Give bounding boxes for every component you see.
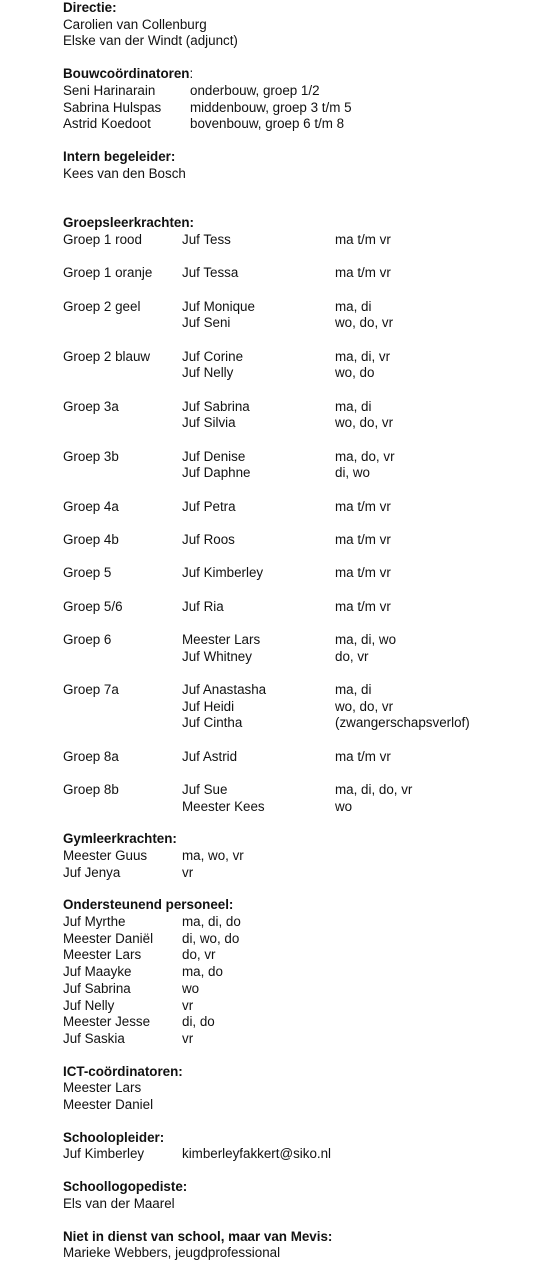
section-directie [63, 0, 533, 50]
support-days: di, do [182, 1014, 215, 1030]
teacher-days: ma t/m vr [335, 598, 391, 614]
teacher-row [182, 315, 393, 332]
teacher-days: ma t/m vr [335, 565, 391, 581]
heading-colon: : [189, 66, 194, 82]
support-name: Juf Sabrina [63, 980, 131, 996]
support-row [63, 1014, 533, 1031]
teacher-name: Juf Nelly [182, 365, 234, 381]
group-row [63, 532, 533, 549]
support-days: ma, do [182, 964, 223, 980]
teacher-row [182, 715, 470, 732]
section-schoolopleider [63, 1130, 533, 1163]
support-days: vr [182, 997, 194, 1013]
teacher-days: ma t/m vr [335, 232, 391, 248]
staff-document [63, 0, 533, 1262]
schoolopleider-name: Juf Kimberley [63, 1146, 145, 1162]
gym-row [63, 865, 533, 882]
logopedie-line: Els van der Maarel [63, 1195, 175, 1211]
support-name: Meester Lars [63, 947, 142, 963]
group-row [63, 782, 533, 815]
group-label: Groep 3b [63, 448, 119, 464]
group-label: Groep 2 geel [63, 298, 141, 314]
group-label: Groep 1 oranje [63, 265, 153, 281]
teacher-name: Juf Tess [182, 232, 231, 248]
bouw-role: onderbouw, groep 1/2 [190, 82, 320, 98]
teacher-name: Juf Heidi [182, 698, 235, 714]
teacher-row [182, 749, 391, 766]
gym-days: vr [182, 864, 194, 880]
teacher-days: ma t/m vr [335, 498, 391, 514]
support-name: Juf Nelly [63, 997, 115, 1013]
teacher-days: wo, do, vr [335, 698, 394, 714]
section-ondersteunend-personeel [63, 897, 533, 1047]
group-row [63, 399, 533, 432]
directie-line: Elske van der Windt (adjunct) [63, 33, 238, 49]
teacher-row [182, 682, 470, 699]
group-teachers [182, 449, 395, 482]
group-row [63, 682, 533, 732]
gym-name: Juf Jenya [63, 864, 121, 880]
teacher-row [182, 415, 393, 432]
teacher-name: Juf Sue [182, 781, 228, 797]
group-row [63, 599, 533, 616]
group-teachers [182, 349, 390, 382]
support-row [63, 998, 533, 1015]
ib-line: Kees van den Bosch [63, 165, 186, 181]
support-name: Juf Myrthe [63, 914, 126, 930]
group-label: Groep 5/6 [63, 598, 123, 614]
teacher-name: Juf Anastasha [182, 681, 267, 697]
support-name: Meester Daniël [63, 930, 154, 946]
ict-line: Meester Daniel [63, 1097, 154, 1113]
section-intern-begeleider [63, 149, 533, 182]
support-days: vr [182, 1030, 194, 1046]
group-teachers [182, 782, 412, 815]
support-days: do, vr [182, 947, 216, 963]
section-heading-directie: Directie: [63, 0, 117, 15]
teacher-name: Juf Daphne [182, 465, 251, 481]
teacher-row [182, 565, 391, 582]
teacher-days: ma, di, vr [335, 348, 391, 364]
gym-days: ma, wo, vr [182, 847, 244, 863]
section-heading-ict: ICT-coördinatoren: [63, 1063, 183, 1079]
teacher-days: ma, di, do, vr [335, 781, 413, 797]
teacher-name: Juf Corine [182, 348, 244, 364]
support-row [63, 931, 533, 948]
section-gymleerkrachten [63, 831, 533, 881]
teacher-name: Meester Lars [182, 631, 261, 647]
bouw-row [63, 116, 533, 133]
section-schoollogopediste [63, 1179, 533, 1212]
group-teachers [182, 749, 391, 766]
teacher-days: wo, do [335, 365, 375, 381]
group-row [63, 449, 533, 482]
support-row [63, 981, 533, 998]
group-label: Groep 5 [63, 565, 112, 581]
group-label: Groep 4a [63, 498, 119, 514]
teacher-days: ma, do, vr [335, 448, 395, 464]
teacher-row [182, 299, 393, 316]
teacher-days: wo, do, vr [335, 315, 394, 331]
group-label: Groep 8a [63, 748, 119, 764]
bouw-name: Sabrina Hulspas [63, 99, 162, 115]
support-row [63, 1031, 533, 1048]
gym-row [63, 848, 533, 865]
group-teachers [182, 399, 393, 432]
group-teachers [182, 532, 391, 549]
section-heading-ondersteunend: Ondersteunend personeel: [63, 897, 234, 913]
section-heading-schoolopleider: Schoolopleider: [63, 1129, 165, 1145]
teacher-name: Juf Petra [182, 498, 236, 514]
teacher-row [182, 632, 396, 649]
teacher-row [182, 532, 391, 549]
section-heading-bouwcoordinatoren [63, 66, 533, 83]
group-teachers [182, 299, 393, 332]
support-name: Juf Saskia [63, 1030, 125, 1046]
bouw-role: middenbouw, groep 3 t/m 5 [190, 99, 352, 115]
teacher-name: Meester Kees [182, 798, 265, 814]
ict-line: Meester Lars [63, 1080, 142, 1096]
teacher-name: Juf Whitney [182, 648, 252, 664]
group-teachers [182, 232, 391, 249]
teacher-days: ma t/m vr [335, 748, 391, 764]
group-teachers [182, 499, 391, 516]
support-days: di, wo, do [182, 930, 240, 946]
group-row [63, 349, 533, 382]
teacher-row [182, 499, 391, 516]
teacher-name: Juf Monique [182, 298, 255, 314]
section-mevis [63, 1229, 533, 1262]
teacher-name: Juf Astrid [182, 748, 238, 764]
directie-line: Carolien van Collenburg [63, 16, 207, 32]
section-groepsleerkrachten [63, 215, 533, 815]
schoolopleider-row [63, 1146, 533, 1163]
section-bouwcoordinatoren [63, 66, 533, 133]
teacher-days: ma, di, wo [335, 631, 397, 647]
group-row [63, 232, 533, 249]
schoolopleider-email: kimberleyfakkert@siko.nl [182, 1146, 332, 1162]
teacher-row [182, 449, 395, 466]
group-teachers [182, 565, 391, 582]
group-label: Groep 1 rood [63, 232, 142, 248]
group-row [63, 565, 533, 582]
teacher-name: Juf Ria [182, 598, 224, 614]
group-label: Groep 7a [63, 681, 119, 697]
group-row [63, 265, 533, 282]
section-heading-intern-begeleider: Intern begeleider: [63, 148, 176, 164]
bouw-name: Seni Harinarain [63, 82, 156, 98]
group-label: Groep 6 [63, 631, 112, 647]
teacher-row [182, 799, 412, 816]
support-row [63, 947, 533, 964]
teacher-days: ma, di [335, 298, 372, 314]
teacher-name: Juf Silvia [182, 415, 236, 431]
teacher-row [182, 232, 391, 249]
teacher-days: wo [335, 798, 353, 814]
support-row [63, 914, 533, 931]
group-list [63, 232, 533, 815]
group-row [63, 749, 533, 766]
teacher-name: Juf Tessa [182, 265, 239, 281]
teacher-name: Juf Roos [182, 531, 235, 547]
support-days: ma, di, do [182, 914, 241, 930]
teacher-days: ma, di [335, 398, 372, 414]
teacher-row [182, 699, 470, 716]
bouw-role: bovenbouw, groep 6 t/m 8 [190, 116, 345, 132]
section-heading-gymleerkrachten: Gymleerkrachten: [63, 831, 177, 847]
teacher-days: di, wo [335, 465, 370, 481]
heading-text: Bouwcoördinatoren [63, 66, 190, 82]
teacher-row [182, 349, 390, 366]
teacher-name: Juf Kimberley [182, 565, 264, 581]
teacher-days: wo, do, vr [335, 415, 394, 431]
group-teachers [182, 265, 391, 282]
teacher-row [182, 265, 391, 282]
group-label: Groep 3a [63, 398, 119, 414]
group-row [63, 632, 533, 665]
group-teachers [182, 599, 391, 616]
group-label: Groep 2 blauw [63, 348, 151, 364]
section-heading-groepsleerkrachten: Groepsleerkrachten: [63, 215, 194, 231]
teacher-days: (zwangerschapsverlof) [335, 715, 470, 731]
bouw-name: Astrid Koedoot [63, 116, 151, 132]
teacher-row [182, 465, 395, 482]
teacher-row [182, 649, 396, 666]
group-row [63, 499, 533, 516]
group-row [63, 299, 533, 332]
group-label: Groep 4b [63, 531, 119, 547]
teacher-name: Juf Denise [182, 448, 246, 464]
teacher-row [182, 365, 390, 382]
section-heading-mevis: Niet in dienst van school, maar van Mevis: [63, 1228, 333, 1244]
support-days: wo [182, 980, 200, 996]
teacher-name: Juf Cintha [182, 715, 243, 731]
bouw-row [63, 83, 533, 100]
teacher-row [182, 399, 393, 416]
teacher-days: ma t/m vr [335, 265, 391, 281]
bouw-row [63, 100, 533, 117]
support-name: Juf Maayke [63, 964, 132, 980]
teacher-name: Juf Sabrina [182, 398, 250, 414]
teacher-row [182, 599, 391, 616]
support-name: Meester Jesse [63, 1014, 151, 1030]
teacher-days: ma, di [335, 681, 372, 697]
teacher-name: Juf Seni [182, 315, 231, 331]
group-label: Groep 8b [63, 781, 119, 797]
teacher-row [182, 782, 412, 799]
group-teachers [182, 632, 396, 665]
section-heading-logopediste: Schoollogopediste: [63, 1179, 188, 1195]
support-row [63, 964, 533, 981]
mevis-line: Marieke Webbers, jeugdprofessional [63, 1245, 281, 1261]
teacher-days: ma t/m vr [335, 531, 391, 547]
section-ict-coordinatoren [63, 1064, 533, 1114]
gym-name: Meester Guus [63, 847, 148, 863]
teacher-days: do, vr [335, 648, 369, 664]
group-teachers [182, 682, 470, 732]
